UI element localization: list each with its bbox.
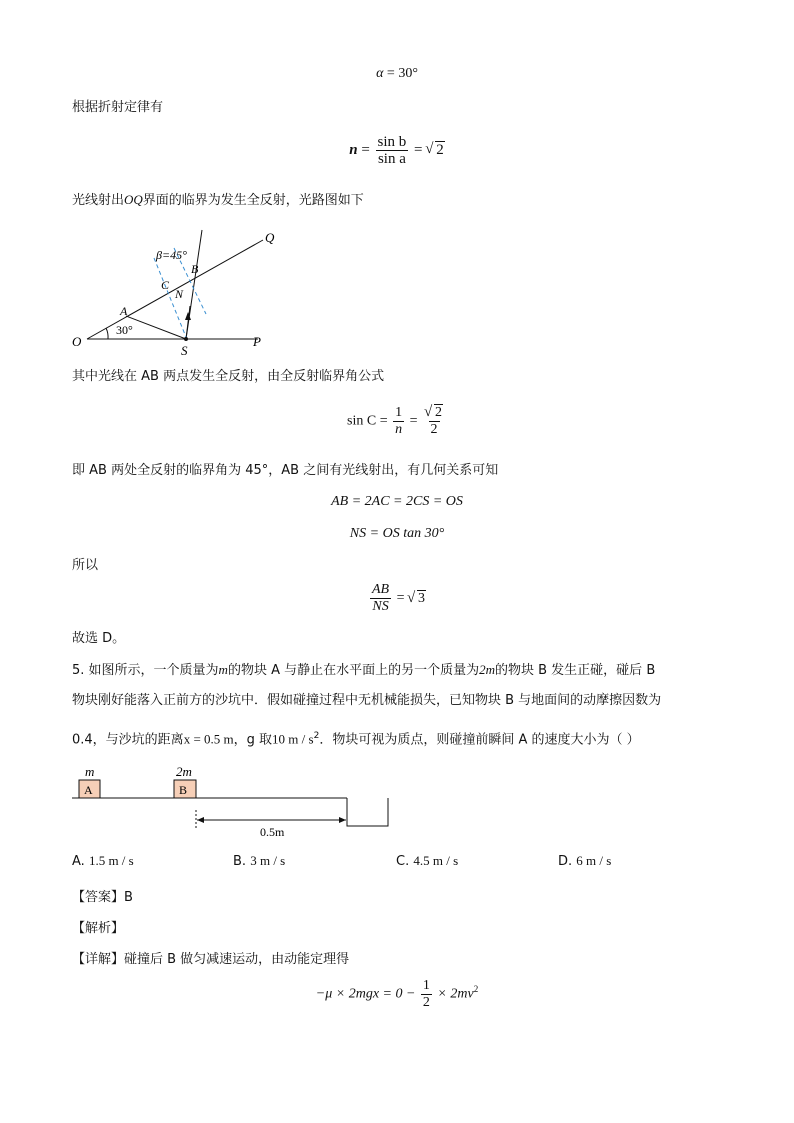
fraction-denominator: 2 [430, 422, 438, 437]
text-part: ．物块可视为质点，则碰撞前瞬间 A 的速度大小为（ ） [319, 732, 640, 748]
text-part: 5. 如图所示，一个质量为 [72, 663, 219, 678]
analysis-label: 【解析】 [72, 921, 125, 936]
equals-sign: = [383, 66, 399, 81]
label-N: N [175, 287, 184, 301]
equals-sign: = [393, 590, 408, 606]
equation-AB: AB = 2AC = 2CS = OS [331, 494, 463, 509]
equals-sign: = [406, 413, 421, 429]
radicand: 2 [435, 405, 442, 420]
option-A[interactable] [72, 852, 134, 871]
text-so: 所以 [72, 558, 99, 573]
fraction-denominator: n [395, 422, 403, 437]
detail-label: 【详解】碰撞后 B 做匀减速运动，由动能定理得 [72, 952, 350, 967]
text-part: 的物块 A 与静止在水平面上的另一个质量为 [227, 663, 480, 678]
label-B: B [191, 262, 199, 276]
equation-lhs: −μ × 2mgx = 0 − [315, 986, 419, 1002]
sqrt-2 [426, 142, 445, 159]
option-D[interactable] [558, 852, 611, 871]
option-value: 6 m / s [576, 853, 612, 868]
option-letter: A. [72, 854, 85, 869]
ray-SN [186, 306, 190, 339]
n-symbol: n [349, 141, 358, 158]
equation-ratio [0, 582, 794, 615]
option-B[interactable] [233, 852, 285, 871]
option-value: 3 m / s [250, 853, 286, 868]
fraction-numerator: sin b [377, 134, 407, 150]
fraction-sqrt2-2 [423, 405, 445, 438]
option-C[interactable] [396, 852, 458, 871]
equation-rhs: × 2mv [433, 986, 474, 1002]
angle-arc [106, 328, 108, 339]
fraction-denominator: sin a [377, 151, 406, 167]
label-block-B: B [179, 783, 188, 797]
text-critical-intro [72, 191, 364, 210]
equals-sign: = [357, 141, 374, 158]
alpha-symbol: α [376, 66, 384, 81]
question5-line3 [72, 727, 640, 749]
equals-sign: = [376, 413, 392, 429]
equals-sign: = [410, 141, 427, 158]
text-refraction-law: 根据折射定律有 [72, 100, 164, 115]
text-part: 的物块 B 发生正碰，碰后 B [495, 663, 656, 678]
text-part: 光线射出 [72, 193, 125, 208]
label-block-A: A [84, 783, 93, 797]
option-value: 4.5 m / s [413, 853, 459, 868]
fraction-numerator: AB [371, 582, 390, 597]
answer-label: 【答案】B [72, 890, 133, 905]
option-letter: D. [558, 854, 573, 869]
fraction-denominator: NS [372, 599, 389, 614]
fraction-sin [376, 134, 409, 167]
label-O: O [72, 334, 82, 349]
fraction-denominator: 2 [422, 995, 430, 1010]
sqrt-3 [408, 591, 426, 607]
figure-optics-diagram [68, 228, 288, 358]
superscript: 2 [313, 731, 320, 741]
label-C: C [161, 278, 170, 292]
radicand: 3 [418, 590, 425, 606]
point-S [184, 337, 188, 341]
sinC-label: sin C [347, 413, 377, 429]
fraction-half [421, 978, 432, 1011]
equation-NS: NS = OS tan 30° [349, 526, 445, 541]
label-beta: β=45° [156, 248, 187, 262]
text-part: 界面的临界为发生全反射，光路图如下 [142, 193, 364, 208]
text-choose-D: 故选 D。 [72, 631, 126, 646]
question5-line1 [72, 661, 655, 680]
figure-blocks-diagram [70, 762, 400, 840]
var-x: x = 0.5 m [183, 731, 234, 747]
fraction-numerator: 1 [422, 978, 430, 993]
option-letter: B. [233, 854, 247, 869]
option-value: 1.5 m / s [88, 853, 134, 868]
ray-SA [126, 316, 186, 339]
value-g: 10 m / s [272, 731, 314, 747]
sqrt-2 [425, 405, 443, 421]
label-mass-2m: 2m [176, 764, 192, 779]
label-A: A [120, 304, 128, 318]
text-critical-angle: 即 AB 两处全反射的临界角为 45°，AB 之间有光线射出，有几何关系可知 [72, 463, 499, 478]
label-angle-30: 30° [116, 323, 133, 337]
text-total-reflection: 其中光线在 AB 两点发生全反射，由全反射临界角公式 [72, 369, 385, 384]
var-2m: 2m [479, 662, 495, 677]
equation-sinC [0, 405, 794, 438]
equation-energy [0, 978, 794, 1011]
equation-refractive-index [0, 134, 794, 167]
question5-line2: 物块刚好能落入正前方的沙坑中．假如碰撞过程中无机械能损失，已知物块 B 与地面间的动摩擦因数为 [72, 693, 662, 708]
label-S: S [181, 343, 188, 358]
fraction-numerator: 1 [395, 405, 403, 420]
var-OQ: OQ [124, 192, 143, 207]
text-part: 0.4，与沙坑的距离 [72, 732, 184, 748]
fraction-1-n [393, 405, 404, 438]
arrow-left [197, 817, 204, 823]
arrow-right [339, 817, 346, 823]
option-letter: C. [396, 854, 410, 869]
radicand: 2 [436, 141, 444, 158]
superscript: 2 [473, 984, 479, 995]
text-part: ，g 取 [233, 732, 273, 748]
fraction-AB-NS [370, 582, 391, 615]
var-m: m [218, 662, 228, 677]
sand-pit [347, 798, 388, 826]
label-P: P [253, 334, 261, 349]
equation-alpha [0, 66, 794, 82]
label-distance: 0.5m [260, 825, 285, 839]
alpha-value: 30° [398, 66, 418, 81]
label-Q: Q [265, 230, 275, 245]
label-mass-m: m [85, 764, 95, 779]
